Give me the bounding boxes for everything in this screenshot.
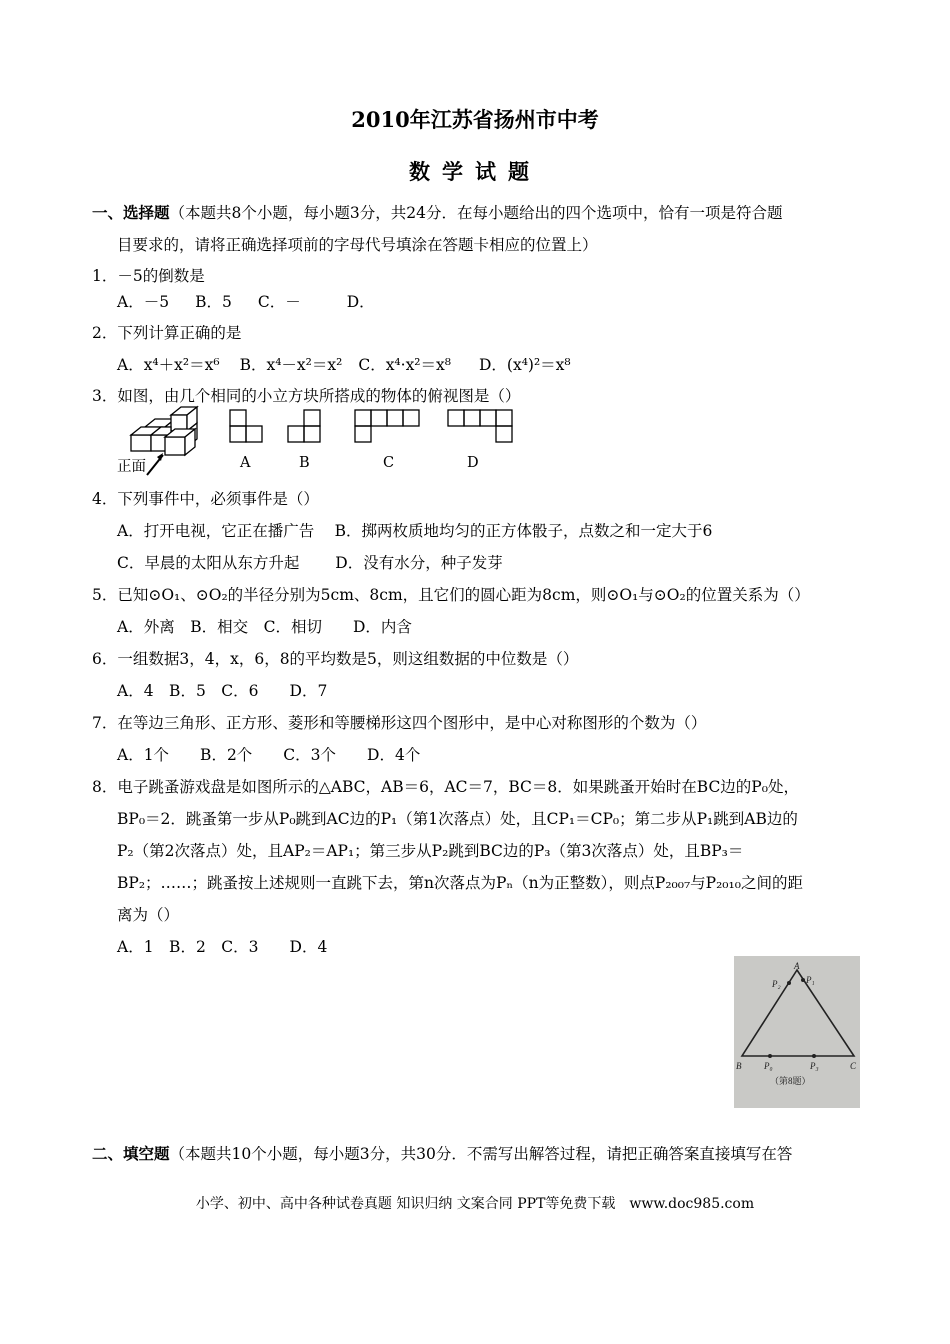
q5-options: A．外离 B．相交 C．相切 D．内含: [117, 618, 412, 636]
q6-options: A．4 B．5 C．6 D．7: [117, 682, 328, 700]
q1-stem: 1．－5的倒数是: [92, 267, 205, 285]
q1-option-b: B．5: [195, 293, 232, 311]
q8-options: A．1 B．2 C．3 D．4: [117, 938, 328, 956]
q3-front-label: 正面: [117, 459, 146, 475]
q6-stem: 6．一组数据3，4，x，6，8的平均数是5，则这组数据的中位数是（）: [92, 650, 579, 668]
q2-option-a: A．x⁴＋x²＝x⁶: [117, 356, 220, 374]
q2-stem: 2．下列计算正确的是: [92, 324, 242, 342]
q3-label-c: C: [383, 455, 395, 471]
q8-line4: BP₂；……；跳蚤按上述规则一直跳下去，第n次落点为Pₙ（n为正整数），则点P₂₀₀₇与P₂₀₁₀之间的距: [117, 874, 803, 892]
label-b: B: [736, 1061, 742, 1071]
q1-option-c: C．－: [257, 293, 301, 311]
page-title: 2010年江苏省扬州市中考: [351, 107, 599, 132]
label-a: A: [794, 961, 800, 971]
q4-options-row2: C．早晨的太阳从东方升起 D．没有水分，种子发芽: [117, 554, 503, 572]
label-p0: P₀: [764, 1061, 773, 1071]
q5-stem: 5．已知⊙O₁、⊙O₂的半径分别为5cm、8cm，且它们的圆心距为8cm，则⊙O₁与⊙O₂的位置关系为（）: [92, 586, 810, 604]
q2-option-d: D．(x⁴)²＝x⁸: [478, 356, 571, 374]
section1-intro: [92, 201, 782, 223]
triangle-diagram: [734, 956, 860, 1108]
q1-option-a: A．－5: [117, 293, 170, 311]
q3-figure: [125, 405, 525, 480]
section2-heading: 二、填空题: [92, 1144, 170, 1163]
page-footer: 小学、初中、高中各种试卷真题 知识归纳 文案合同 PPT等免费下载 www.doc985.com: [195, 1196, 755, 1212]
figure-caption: （第8题）: [770, 1076, 811, 1086]
q8-figure-photo: [734, 956, 860, 1108]
label-c: C: [850, 1061, 857, 1071]
q7-stem: 7．在等边三角形、正方形、菱形和等腰梯形这四个图形中，是中心对称图形的个数为（）: [92, 714, 707, 732]
q7-options: A．1个 B．2个 C．3个 D．4个: [117, 746, 421, 764]
q3-label-d: D: [467, 455, 479, 471]
q3-label-a: A: [240, 455, 251, 471]
q3-label-b: B: [299, 455, 310, 471]
q4-stem: 4．下列事件中，必须事件是（）: [92, 490, 319, 508]
section1-intro-text: （本题共8个小题，每小题3分，共24分．在每小题给出的四个选项中，恰有一项是符合题: [169, 204, 783, 222]
q1-options: [117, 290, 401, 312]
q8-line5: 离为（）: [117, 906, 180, 924]
section2-intro: [92, 1142, 792, 1164]
cube-stack-3d: [131, 407, 197, 455]
section1-heading: 一、选择题: [92, 203, 170, 222]
q8-line2: BP₀＝2．跳蚤第一步从P₀跳到AC边的P₁（第1次落点）处，且CP₁＝CP₀；第二步从P₁跳到AB边的: [117, 810, 798, 828]
label-p2: P₂: [772, 979, 781, 989]
section1-intro-cont: 目要求的，请将正确选择项前的字母代号填涂在答题卡相应的位置上）: [117, 236, 598, 254]
q3-view-a: [230, 410, 262, 442]
section2-intro-text: （本题共10个小题，每小题3分，共30分．不需写出解答过程，请把正确答案直接填写在答: [169, 1145, 793, 1163]
q1-option-d: D．: [346, 293, 375, 311]
label-p1: P₁: [806, 975, 815, 985]
q3-view-c: [355, 410, 419, 442]
label-p3: P₃: [810, 1061, 819, 1071]
q3-view-d: [448, 410, 512, 442]
q2-option-b: B．x⁴－x²＝x²: [239, 356, 343, 374]
q8-line1: 8．电子跳蚤游戏盘是如图所示的△ABC，AB＝6，AC＝7，BC＝8．如果跳蚤开始时在BC边的P₀处，: [92, 778, 799, 796]
q2-option-c: C．x⁴·x²＝x⁸: [358, 356, 451, 374]
q8-line3: P₂（第2次落点）处，且AP₂＝AP₁；第三步从P₂跳到BC边的P₃（第3次落点）处，且BP₃＝: [117, 842, 744, 860]
q2-options: [117, 353, 597, 375]
q3-stem: 3．如图，由几个相同的小立方块所搭成的物体的俯视图是（）: [92, 387, 521, 405]
q4-options-row1: A．打开电视，它正在播广告 B．掷两枚质地均匀的正方体骰子，点数之和一定大于6: [117, 522, 713, 540]
q3-view-b: [288, 410, 320, 442]
page-subtitle: 数学试题: [409, 159, 541, 184]
